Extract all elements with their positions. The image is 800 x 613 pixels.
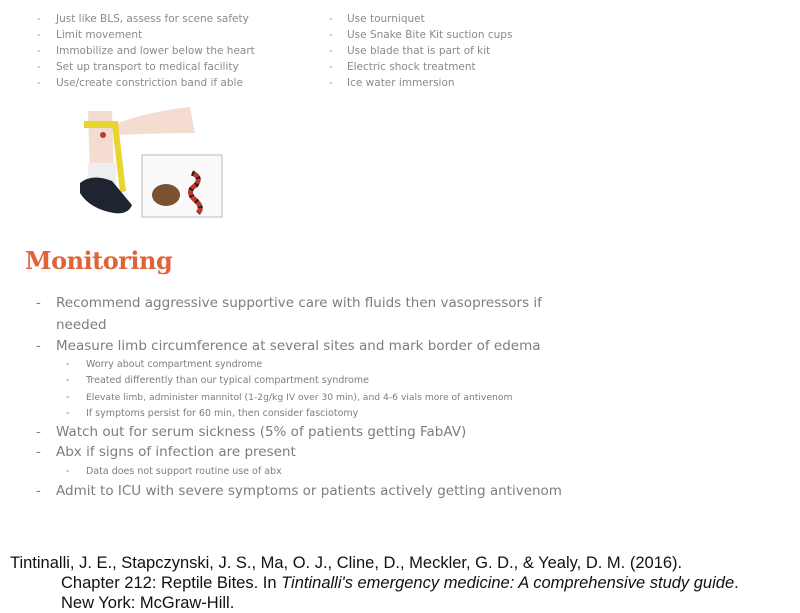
sub-item: Treated differently than our typical compartment syndrome <box>86 375 369 386</box>
list-item: Just like BLS, assess for scene safety <box>56 13 249 25</box>
bullet: - <box>329 13 333 25</box>
book-title: Tintinalli's emergency medicine: A comprehensive study guide <box>281 574 735 592</box>
sub-item: Data does not support routine use of abx <box>86 466 282 477</box>
list-item: Abx if signs of infection are present <box>56 444 296 460</box>
sub-item: Elevate limb, administer mannitol (1-2g/kg IV over 30 min), and 4-6 vials more of antivenom <box>86 392 513 403</box>
list-item: Limit movement <box>56 29 143 41</box>
list-item: Use/create constriction band if able <box>56 77 243 89</box>
list-item: Use Snake Bite Kit suction cups <box>347 29 513 41</box>
bullet: - <box>329 29 333 41</box>
bullet: - <box>329 61 333 73</box>
list-item: Measure limb circumference at several sites and mark border of edema <box>56 338 541 354</box>
list-item: Electric shock treatment <box>347 61 476 73</box>
bullet: - <box>36 483 41 499</box>
list-item: Use tourniquet <box>347 13 425 25</box>
bullet: - <box>37 29 41 41</box>
bullet: - <box>36 338 41 354</box>
bullet: - <box>36 444 41 460</box>
bullet: - <box>37 77 41 89</box>
section-title: Monitoring <box>25 246 173 275</box>
citation-text: . <box>734 574 739 592</box>
bullet: - <box>66 408 70 419</box>
list-item-continuation: needed <box>56 317 107 333</box>
bullet: - <box>37 45 41 57</box>
bullet: - <box>66 359 70 370</box>
sub-item: Worry about compartment syndrome <box>86 359 263 370</box>
bullet: - <box>66 392 70 403</box>
citation-line <box>61 573 739 593</box>
list-item: Use blade that is part of kit <box>347 45 491 57</box>
citation-text: Chapter 212: Reptile Bites. In <box>61 574 282 592</box>
list-item: Ice water immersion <box>347 77 455 89</box>
list-item: Immobilize and lower below the heart <box>56 45 255 57</box>
bullet: - <box>329 77 333 89</box>
list-item: Watch out for serum sickness (5% of patients getting FabAV) <box>56 424 467 440</box>
bullet: - <box>329 45 333 57</box>
bullet: - <box>37 61 41 73</box>
citation-line: Tintinalli, J. E., Stapczynski, J. S., Ma, O. J., Cline, D., Meckler, G. D., & Yealy, D. M. (2016). <box>10 554 683 572</box>
sub-item: If symptoms persist for 60 min, then consider fasciotomy <box>86 408 359 419</box>
list-item: Recommend aggressive supportive care with fluids then vasopressors if <box>56 295 542 311</box>
constriction-band-illustration <box>70 103 225 219</box>
list-item: Admit to ICU with severe symptoms or patients actively getting antivenom <box>56 483 562 499</box>
bullet: - <box>66 466 70 477</box>
bullet: - <box>66 375 70 386</box>
bullet: - <box>36 295 41 311</box>
list-item: Set up transport to medical facility <box>56 61 239 73</box>
bullet: - <box>36 424 41 440</box>
bullet: - <box>37 13 41 25</box>
citation-line: New York: McGraw-Hill. <box>61 594 235 612</box>
